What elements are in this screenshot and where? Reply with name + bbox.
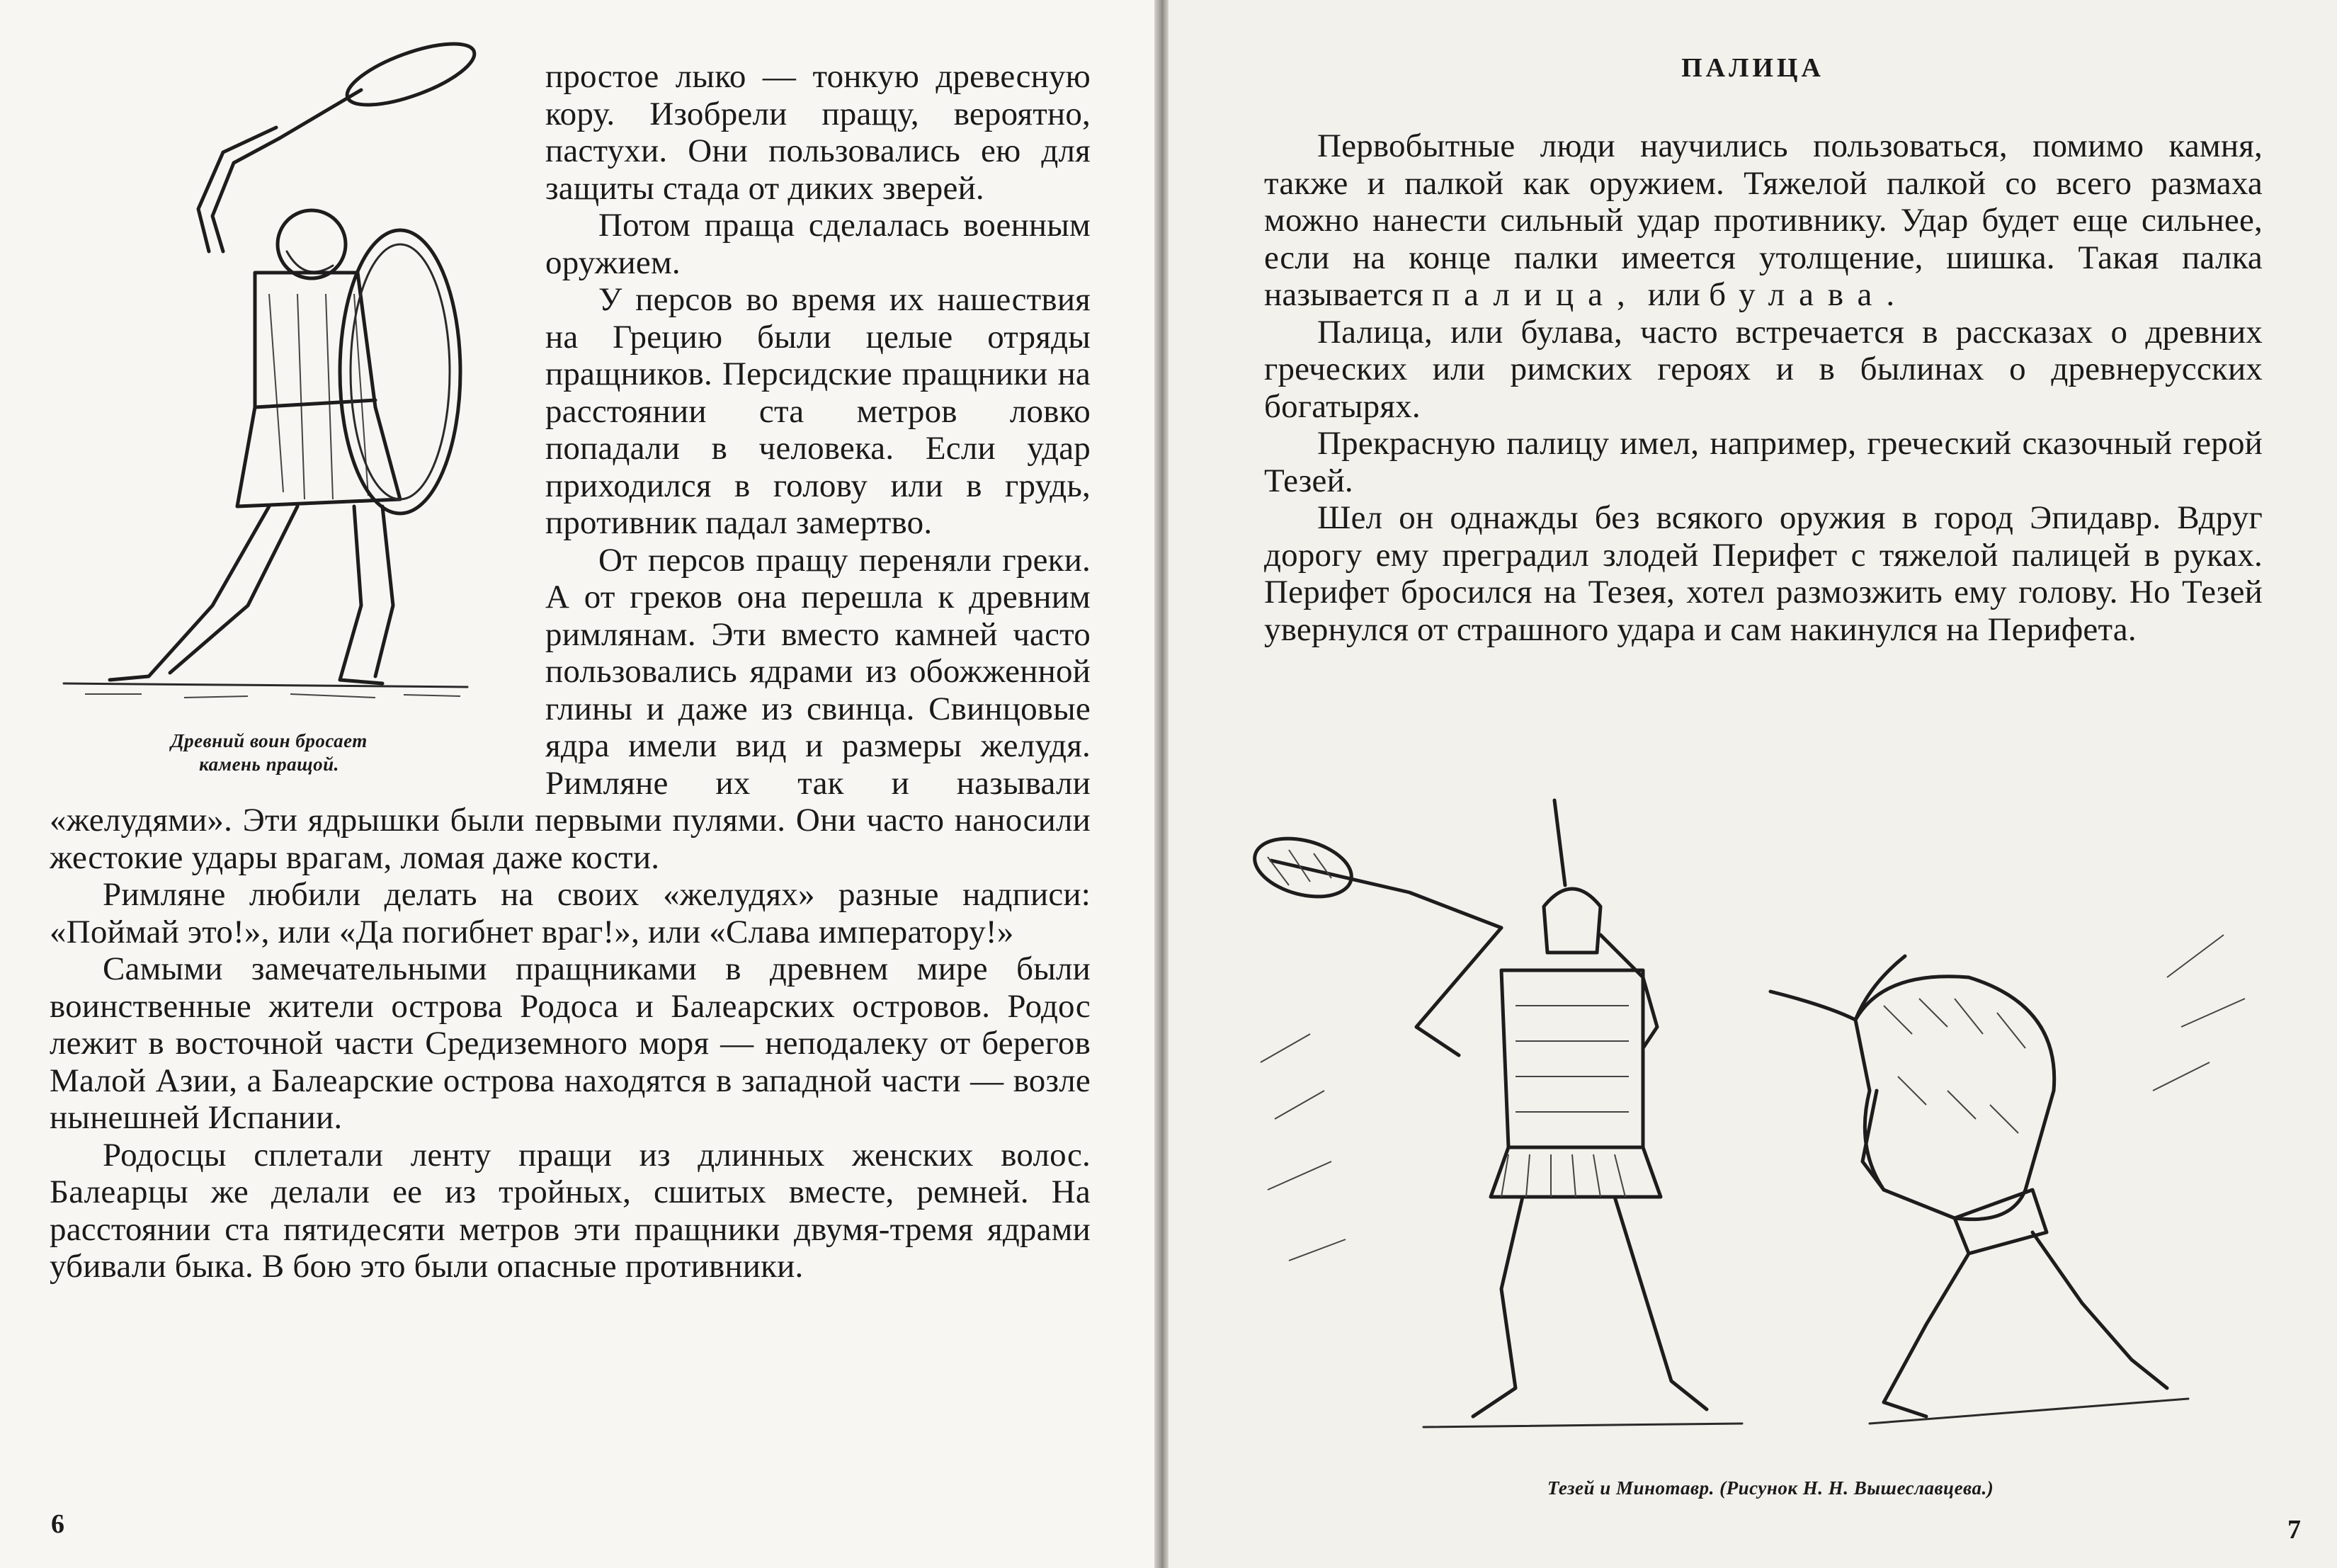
book-gutter (1154, 0, 1168, 1568)
paragraph: Прекрасную палицу имел, например, греческий сказочный герой Тезей. (1264, 425, 2263, 499)
right-page (1168, 0, 2337, 1568)
warrior-figure-caption: Древний воин бросает камень пращой. (171, 730, 368, 775)
paragraph: Родосцы сплетали ленту пращи из длинных женских волос. Балеарцы же делали ее из тройных, сшитых вместе, ремней. На расстоянии ста пятидесяти метров эти пращники двумя-тремя ядрами убивали быка. В бою это были опасные противники. (50, 1136, 1091, 1285)
theseus-leg-left (1473, 1197, 1523, 1416)
chapter-title: ПАЛИЦА (1681, 53, 1824, 83)
theseus-leg-right (1615, 1197, 1707, 1409)
theseus-helmet (1544, 889, 1600, 953)
minotaur-leg-back (2032, 1232, 2167, 1388)
paragraph: Шел он однажды без всякого оружия в город Эпидавр. Вдруг дорогу ему преградил злодей Перифет с тяжелой палицей в руках. Перифет бросился на Тезея, хотел размозжить ему голову. Но Тезей увернулся от страшного удара и сам накинулся на Перифета. (1264, 499, 2263, 648)
figure-float-spacer (50, 58, 545, 780)
paragraph: У персов во время их нашествия на Грецию были целые отряды пращников. Персидские пращники на расстоянии ста метров ловко попадали в человека. Если удар приходился в голову или в грудь, противник падал замертво. (545, 281, 1091, 541)
page-number-right: 7 (2287, 1515, 2301, 1545)
minotaur-leg-front (1884, 1254, 1969, 1416)
theseus-minotaur-illustration (1246, 793, 2259, 1459)
paragraph: Палица, или булава, часто встречается в рассказах о древних греческих или римских героях и в былинах о древнерусских богатырях. (1264, 313, 2263, 425)
left-page-text (50, 58, 1091, 1285)
theseus-armor (1501, 970, 1643, 1147)
paragraph: От персов пращу переняли греки. А от греков она перешла к древним римлянам. Эти вместо камней часто пользовались ядрами из обожженной глины и даже из свинца. Свинцовые ядра имели вид и размеры желудя. Римляне их так и называли «желудями». Эти ядрышки были первыми пулями. Они часто наносили жестокие удары врагам, ломая даже кости. (50, 541, 1091, 876)
theseus-figure-caption: Тезей и Минотавр. (Рисунок Н. Н. Вышеславцева.) (1547, 1477, 1994, 1499)
paragraph: Первобытные люди научились пользоваться, помимо камня, также и палкой как оружием. Тяжелой палкой со всего размаха можно нанести сильный удар противнику. Удар будет еще сильнее, если на конце палки имеется утолщение, шишка. Такая палка называется палица, или булава. (1264, 127, 2263, 313)
page-number-left: 6 (51, 1509, 64, 1539)
paragraph: Римляне любили делать на своих «желудях» разные надписи: «Поймай это!», или «Да погибнет враг!», или «Слава императору!» (50, 876, 1091, 950)
paragraph: простое лыко — тонкую древесную кору. Изобрели пращу, вероятно, пастухи. Они пользовались ею для защиты стада от диких зверей. (545, 58, 1091, 207)
paragraph: Самыми замечательными пращниками в древнем мире были воинственные жители острова Родоса и Балеарских островов. Родос лежит в восточной части Средиземного моря — неподалеку от берегов Малой Азии, а Балеарские острова находятся в западной части — возле нынешней Испании. (50, 950, 1091, 1136)
term-bulava: булава. (1709, 276, 1909, 313)
paragraph: Потом праща сделалась военным оружием. (545, 207, 1091, 281)
left-page (0, 0, 1154, 1568)
term-palitsa: палица, (1432, 276, 1639, 313)
right-page-text (1264, 127, 2263, 648)
minotaur-horns (1770, 956, 1905, 1020)
